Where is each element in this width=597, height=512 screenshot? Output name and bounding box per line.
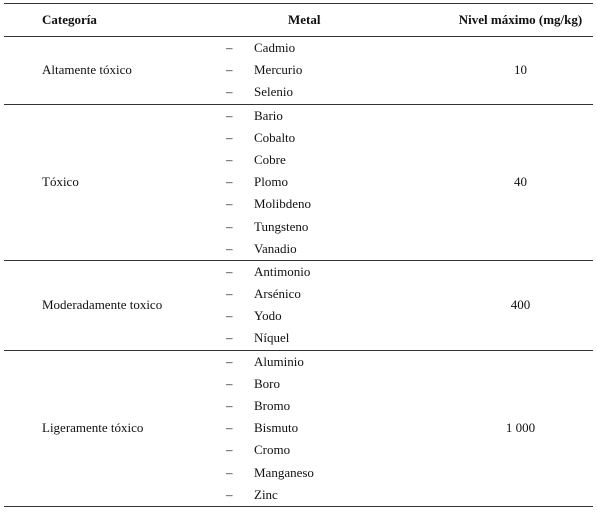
bullet-dash: – — [226, 442, 233, 458]
bullet-dash: – — [226, 486, 233, 502]
metal-name: Mercurio — [254, 62, 303, 78]
bullet-dash: – — [226, 286, 233, 302]
metal-cell — [222, 37, 448, 105]
metal-name: Molibdeno — [254, 196, 312, 212]
metal-name: Cadmio — [254, 40, 296, 55]
header-nivel: Nivel máximo (mg/kg) — [448, 4, 593, 37]
metal-name: Boro — [254, 375, 280, 391]
metal-list — [222, 261, 448, 350]
metal-item — [222, 81, 448, 103]
bullet-dash: – — [226, 263, 233, 279]
metal-item — [222, 283, 448, 305]
metal-name: Bromo — [254, 398, 291, 413]
metal-item — [222, 484, 448, 506]
bullet-dash: – — [226, 240, 233, 256]
metal-cell — [222, 260, 448, 350]
metal-name: Níquel — [254, 330, 290, 346]
table-row — [4, 260, 593, 350]
metal-item — [222, 105, 448, 127]
bullet-dash: – — [226, 353, 233, 369]
metal-item — [222, 171, 448, 193]
metal-name: Cromo — [254, 442, 291, 458]
bullet-dash: – — [226, 218, 233, 234]
bullet-dash: – — [226, 107, 233, 123]
bullet-dash: – — [226, 375, 233, 391]
header-row — [4, 4, 593, 37]
metal-cell — [222, 350, 448, 506]
max-level-cell: 40 — [448, 104, 593, 260]
bullet-dash: – — [226, 84, 233, 100]
bullet-dash: – — [226, 40, 233, 55]
metal-name: Cobre — [254, 151, 286, 167]
metal-list — [222, 105, 448, 260]
metal-name: Aluminio — [254, 353, 304, 369]
metal-name: Bismuto — [254, 420, 299, 436]
metal-item — [222, 439, 448, 461]
header-metal: Metal — [222, 4, 448, 37]
category-cell: Altamente tóxico — [4, 37, 222, 105]
metal-name: Vanadio — [254, 240, 297, 256]
metal-item — [222, 149, 448, 171]
metal-name: Zinc — [254, 486, 278, 502]
table-row — [4, 37, 593, 105]
bullet-dash: – — [226, 308, 233, 324]
metal-cell — [222, 104, 448, 260]
bullet-dash: – — [226, 196, 233, 212]
metal-name: Tungsteno — [254, 218, 309, 234]
metal-item — [222, 127, 448, 149]
metal-name: Yodo — [254, 308, 282, 324]
metal-item — [222, 417, 448, 439]
metal-item — [222, 261, 448, 283]
bullet-dash: – — [226, 464, 233, 480]
max-level-cell: 1 000 — [448, 350, 593, 506]
category-cell: Tóxico — [4, 104, 222, 260]
max-level-cell: 400 — [448, 260, 593, 350]
metal-item — [222, 37, 448, 59]
max-level-cell: 10 — [448, 37, 593, 105]
metal-name: Antimonio — [254, 263, 311, 279]
bullet-dash: – — [226, 398, 233, 413]
bullet-dash: – — [226, 330, 233, 346]
table-body — [4, 37, 593, 507]
metal-list — [222, 351, 448, 506]
metal-item — [222, 395, 448, 417]
metal-item — [222, 216, 448, 238]
metal-item — [222, 373, 448, 395]
metal-list — [222, 37, 448, 104]
metal-name: Plomo — [254, 174, 288, 190]
table-row — [4, 104, 593, 260]
bullet-dash: – — [226, 129, 233, 145]
metal-item — [222, 193, 448, 215]
metal-name: Bario — [254, 107, 283, 123]
category-cell: Ligeramente tóxico — [4, 350, 222, 506]
metal-item — [222, 238, 448, 260]
metal-name: Arsénico — [254, 286, 301, 302]
toxicity-table — [4, 3, 593, 507]
bullet-dash: – — [226, 62, 233, 78]
table-row — [4, 350, 593, 506]
bullet-dash: – — [226, 151, 233, 167]
metal-item — [222, 305, 448, 327]
bullet-dash: – — [226, 420, 233, 436]
metal-item — [222, 327, 448, 349]
bullet-dash: – — [226, 174, 233, 190]
metal-item — [222, 351, 448, 373]
metal-name: Selenio — [254, 84, 293, 100]
metal-item — [222, 462, 448, 484]
metal-name: Cobalto — [254, 129, 296, 145]
metal-item — [222, 59, 448, 81]
category-cell: Moderadamente toxico — [4, 260, 222, 350]
metal-name: Manganeso — [254, 464, 314, 480]
header-categoria: Categoría — [4, 4, 222, 37]
